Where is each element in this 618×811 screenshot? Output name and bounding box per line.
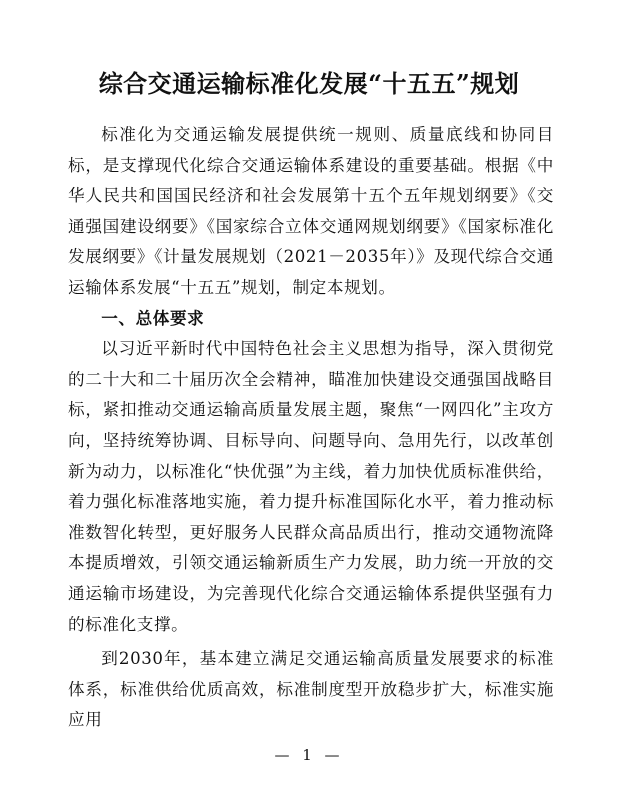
document-title: 综合交通运输标准化发展“十五五”规划: [98, 69, 520, 98]
goals-2030-paragraph: 到2030年，基本建立满足交通运输高质量发展要求的标准体系，标准供给优质高效，标准制度型开放稳步扩大，标准实施应用: [68, 649, 554, 730]
guiding-principles-paragraph: 以习近平新时代中国特色社会主义思想为指导，深入贯彻党的二十大和二十届历次全会精神，瞄准加快建设交通强国战略目标，紧扣推动交通运输高质量发展主题，聚焦“一网四化”主攻方向，坚持统筹协调、目标导向、问题导向、急用先行，以改革创新为动力，以标准化“快优强”为主线，着力加快优质标准供给，着力强化标准落地实施，着力提升标准国际化水平，着力推动标准数智化转型，更好服务人民群众高品质出行，推动交通物流降本提质增效，引领交通运输新质生产力发展，助力统一开放的交通运输市场建设，为完善现代化综合交通运输体系提供坚强有力的标准化支撑。: [68, 339, 554, 634]
page-number: — 1 —: [274, 746, 344, 764]
section-heading-general-requirements: 一、总体要求: [101, 308, 205, 328]
document-body: [68, 120, 554, 736]
intro-paragraph: 标准化为交通运输发展提供统一规则、质量底线和协同目标，是支撑现代化综合交通运输体系建设的重要基础。根据《中华人民共和国国民经济和社会发展第十五个五年规划纲要》《交通强国建设纲要》《国家综合立体交通网规划纲要》《国家标准化发展纲要》《计量发展规划（2021－2035年）》及现代综合交通运输体系发展“十五五”规划，制定本规划。: [68, 125, 554, 297]
